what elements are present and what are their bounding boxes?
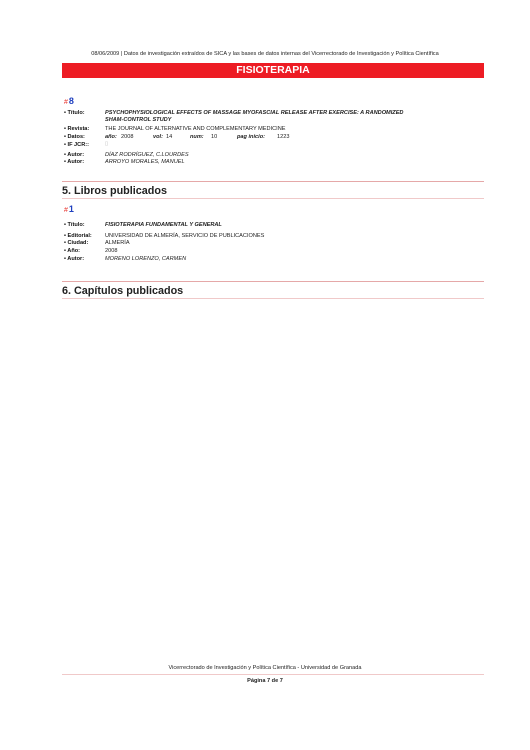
- section-divider: [62, 281, 484, 282]
- section-divider: [62, 198, 484, 199]
- footer-divider: [62, 674, 484, 675]
- footer-text: Vicerrectorado de Investigación y Política Científica - Universidad de Granada: [168, 665, 362, 671]
- city-label: • Ciudad:: [64, 240, 89, 246]
- book-year-value: 2008: [105, 248, 118, 254]
- author-name: ARROYO MORALES, MANUEL: [105, 159, 185, 165]
- section-divider: [62, 181, 484, 182]
- year-label: año:: [105, 134, 117, 140]
- book-author-name: MORENO LORENZO, CARMEN: [105, 256, 187, 262]
- volume-label: vol:: [153, 134, 163, 140]
- book-number-value: 1: [68, 204, 74, 214]
- article-title-line1: PSYCHOPHYSIOLOGICAL EFFECTS OF MASSAGE MYOFASCIAL RELEASE AFTER EXERCISE: A RANDOMIZED: [105, 110, 404, 116]
- author-name: DÍAZ RODRÍGUEZ, C.LOURDES: [105, 152, 189, 158]
- year-value: 2008: [121, 134, 134, 140]
- issue-value: 10: [211, 134, 218, 140]
- issue-label: num:: [190, 134, 204, 140]
- book-author-label: • Autor:: [64, 256, 85, 262]
- article-number-value: 8: [68, 96, 74, 106]
- journal-label: • Revista:: [64, 126, 90, 132]
- book-number: [64, 204, 74, 214]
- page-number: Página 7 de 7: [247, 678, 283, 684]
- category-banner: [62, 63, 484, 78]
- category-title: FISIOTERAPIA: [236, 64, 310, 76]
- book-year-label: • Año:: [64, 248, 81, 254]
- article-number: [64, 96, 74, 106]
- volume-value: 14: [166, 134, 173, 140]
- author-label: • Autor:: [64, 152, 85, 158]
- start-page-label: pag inicio:: [237, 134, 265, 140]
- data-label: • Datos:: [64, 134, 85, 140]
- section-divider: [62, 298, 484, 299]
- if-jcr-label: • IF JCR::: [64, 142, 89, 148]
- article-title-label: • Título:: [64, 110, 85, 116]
- city-value: ALMERÍA: [105, 240, 130, 246]
- publisher-value: UNIVERSIDAD DE ALMERÍA, SERVICIO DE PUBLICACIONES: [105, 233, 265, 239]
- author-label: • Autor:: [64, 159, 85, 165]
- article-title-line2: SHAM-CONTROL STUDY: [105, 117, 172, 123]
- page-header: 08/06/2009 | Datos de investigación extraídos de SICA y las bases de datos internas del Vicerrectorado de Investigación y Política Científica: [91, 51, 439, 57]
- section-heading-books: 5. Libros publicados: [62, 185, 167, 197]
- journal-name: THE JOURNAL OF ALTERNATIVE AND COMPLEMENTARY MEDICINE: [105, 126, 286, 132]
- hash-icon: #: [64, 207, 68, 214]
- publisher-label: • Editorial:: [64, 233, 92, 239]
- start-page-value: 1223: [277, 134, 290, 140]
- book-title: FISIOTERAPIA FUNDAMENTAL Y GENERAL: [105, 222, 222, 228]
- if-jcr-value: ▯: [105, 141, 109, 147]
- hash-icon: #: [64, 99, 68, 106]
- section-heading-chapters: 6. Capítulos publicados: [62, 285, 184, 297]
- book-title-label: • Título:: [64, 222, 85, 228]
